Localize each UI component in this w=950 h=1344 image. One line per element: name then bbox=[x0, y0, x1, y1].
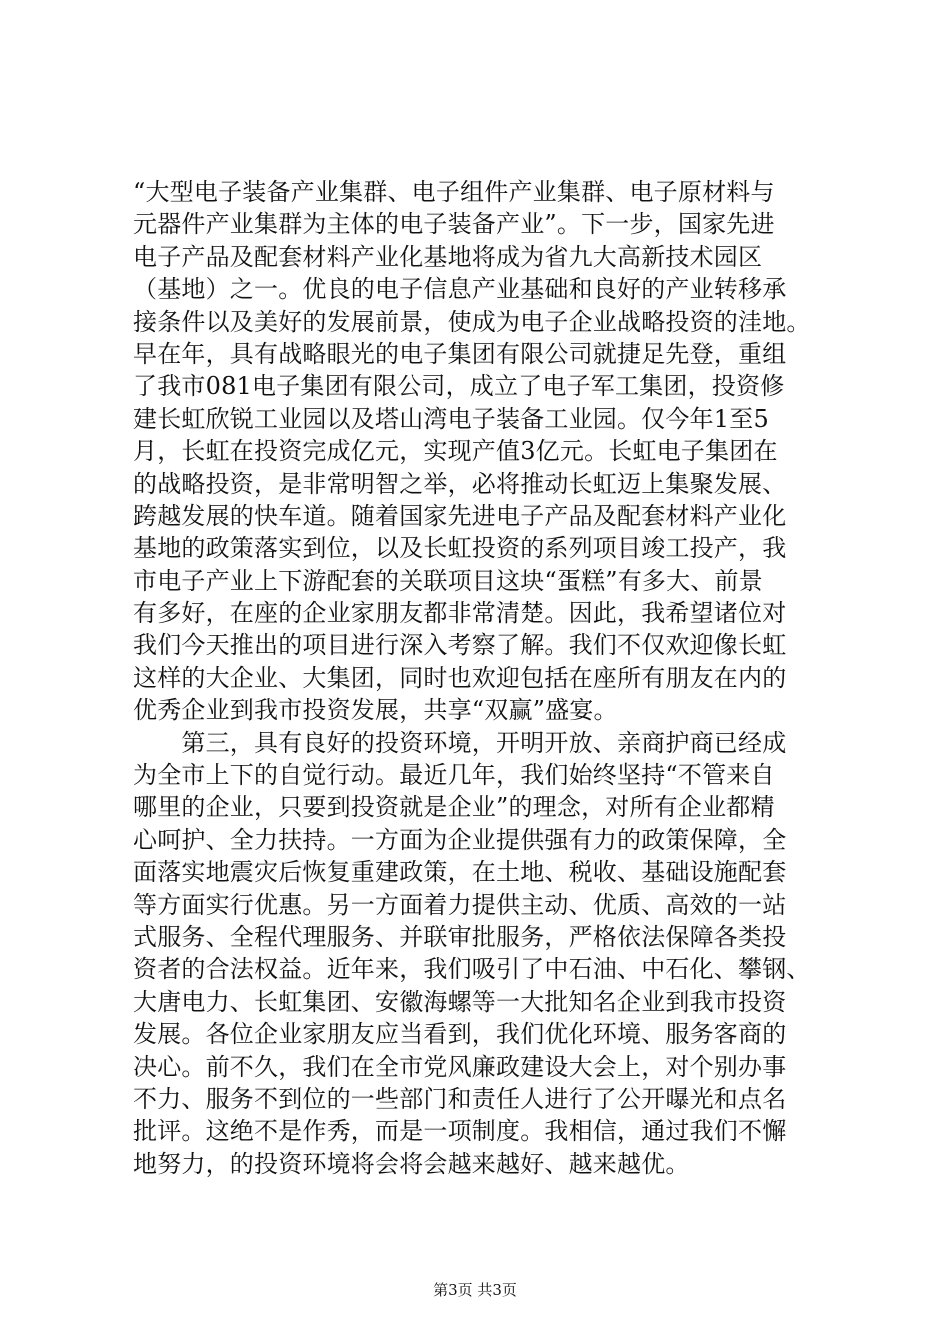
text-line: 式服务、全程代理服务、并联审批服务，严格依法保障各类投 bbox=[133, 922, 787, 951]
text-line: 心呵护、全力扶持。一方面为企业提供强有力的政策保障，全 bbox=[133, 825, 787, 854]
text-line: 哪里的企业，只要到投资就是企业”的理念，对所有企业都精 bbox=[133, 793, 775, 822]
text-line: 这样的大企业、大集团，同时也欢迎包括在座所有朋友在内的 bbox=[133, 663, 787, 692]
text-line: 基地的政策落实到位，以及长虹投资的系列项目竣工投产，我 bbox=[133, 534, 787, 563]
text-line: 第三，具有良好的投资环境，开明开放、亲商护商已经成 bbox=[133, 728, 787, 757]
text-line: 月，长虹在投资完成亿元，实现产值3亿元。长虹电子集团在 bbox=[133, 437, 778, 466]
text-line: 接条件以及美好的发展前景，使成为电子企业战略投资的洼地。 bbox=[133, 307, 811, 336]
text-line: 资者的合法权益。近年来，我们吸引了中石油、中石化、攀钢、 bbox=[133, 955, 811, 984]
text-line: 市电子产业上下游配套的关联项目这块“蛋糕”有多大、前景 bbox=[133, 566, 763, 595]
text-line: 面落实地震灾后恢复重建政策，在土地、税收、基础设施配套 bbox=[133, 858, 787, 887]
text-line: 等方面实行优惠。另一方面着力提供主动、优质、高效的一站 bbox=[133, 890, 787, 919]
text-line: 有多好，在座的企业家朋友都非常清楚。因此，我希望诸位对 bbox=[133, 599, 787, 628]
text-line: 大唐电力、长虹集团、安徽海螺等一大批知名企业到我市投资 bbox=[133, 987, 787, 1016]
text-line: 决心。前不久，我们在全市党风廉政建设大会上，对个别办事 bbox=[133, 1052, 787, 1081]
body-text bbox=[133, 176, 833, 1180]
text-line: 跨越发展的快车道。随着国家先进电子产品及配套材料产业化 bbox=[133, 501, 787, 530]
text-line: “大型电子装备产业集群、电子组件产业集群、电子原材料与 bbox=[133, 178, 775, 206]
text-line: 的战略投资，是非常明智之举，必将推动长虹迈上集聚发展、 bbox=[133, 469, 787, 498]
text-line: （基地）之一。优良的电子信息产业基础和良好的产业转移承 bbox=[133, 275, 787, 304]
text-line: 发展。各位企业家朋友应当看到，我们优化环境、服务客商的 bbox=[133, 1020, 787, 1049]
text-line: 优秀企业到我市投资发展，共享“双赢”盛宴。 bbox=[133, 696, 618, 725]
text-line: 地努力，的投资环境将会将会越来越好、越来越优。 bbox=[133, 1149, 690, 1178]
text-line: 早在年，具有战略眼光的电子集团有限公司就捷足先登，重组 bbox=[133, 339, 787, 368]
text-line: 不力、服务不到位的一些部门和责任人进行了公开曝光和点名 bbox=[133, 1084, 787, 1113]
text-line: 我们今天推出的项目进行深入考察了解。我们不仅欢迎像长虹 bbox=[133, 631, 787, 660]
text-line: 批评。这绝不是作秀，而是一项制度。我相信，通过我们不懈 bbox=[133, 1117, 787, 1146]
text-line: 元器件产业集群为主体的电子装备产业”。下一步，国家先进 bbox=[133, 210, 775, 239]
text-line: 为全市上下的自觉行动。最近几年，我们始终坚持“不管来自 bbox=[133, 761, 775, 790]
text-line: 电子产品及配套材料产业化基地将成为省九大高新技术园区 bbox=[133, 242, 763, 271]
page-number-footer: 第3页 共3页 bbox=[433, 1281, 517, 1299]
text-line: 了我市081电子集团有限公司，成立了电子军工集团，投资修 bbox=[133, 372, 785, 401]
text-line: 建长虹欣锐工业园以及塔山湾电子装备工业园。仅今年1至5 bbox=[133, 404, 769, 433]
